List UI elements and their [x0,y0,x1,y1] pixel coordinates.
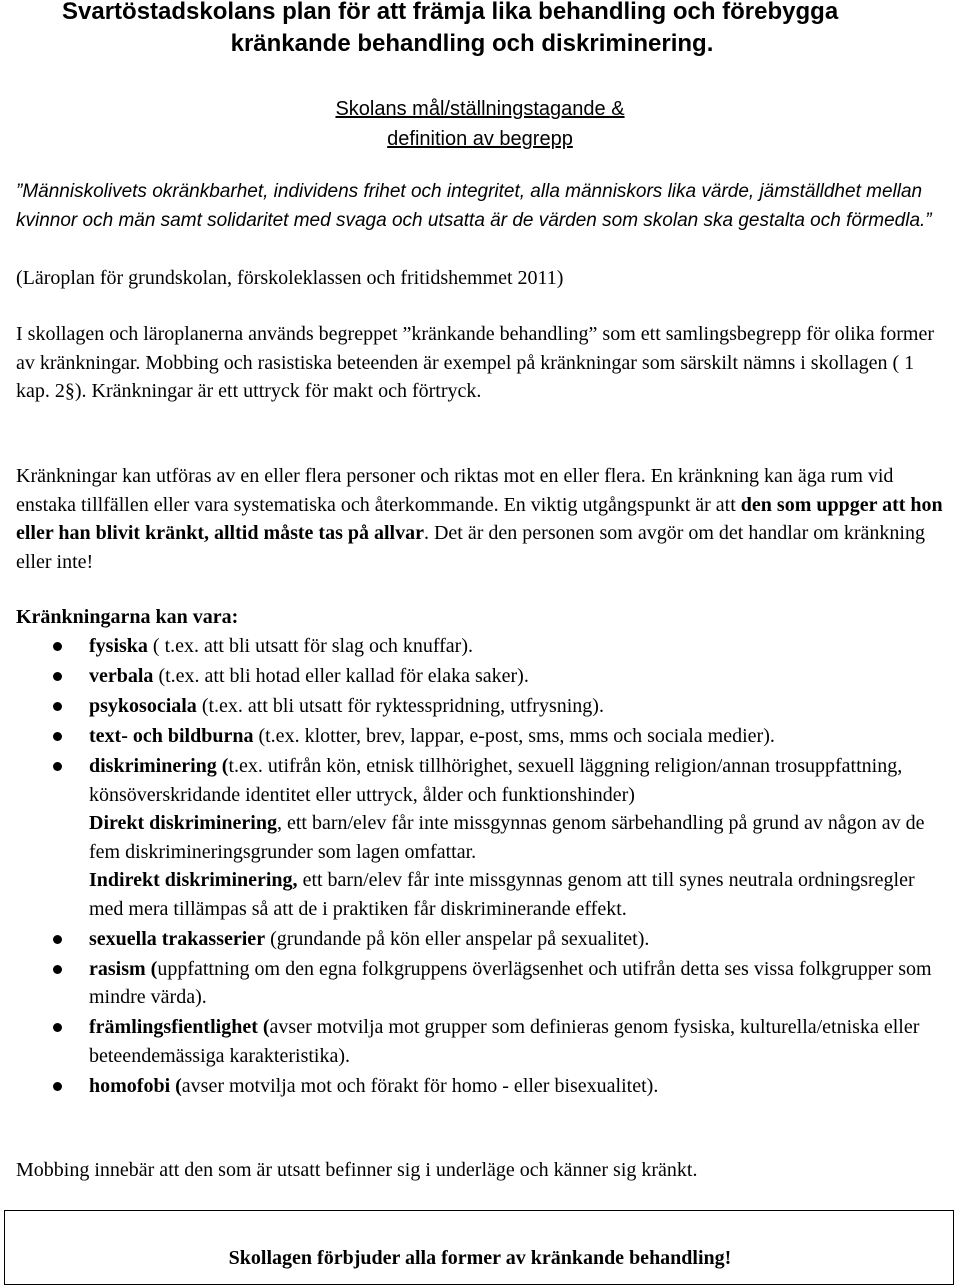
title-line-1: Svartöstadskolans plan för att främja lika behandling och förebygga [62,0,839,25]
title-line-2: kränkande behandling och diskriminering. [230,30,714,57]
list-heading: Kränkningarna kan vara: [16,606,239,628]
bullet-icon [53,702,62,711]
item-term: psykosociala [89,695,197,717]
item-term: text- och bildburna [89,725,254,747]
bullet-icon [53,672,62,681]
bullet-icon [53,965,62,974]
law-notice-text: Skollagen förbjuder alla former av kränkande behandling! [228,1247,732,1269]
list-item [0,1013,945,1070]
item-term: homofobi ( [89,1074,182,1097]
curriculum-quote: ”Människolivets okränkbarhet, individens frihet och integritet, alla människors lika värde, jämställdhet mellan kvinnor och män samt solidaritet med svaga och utsatta är de värden som skolan ska gestalta och förmedla.” [16,181,932,231]
paragraph-bold-statement: den som uppger att hon eller han blivit kränkt, alltid måste tas på allvar [16,493,943,544]
item-term: diskriminering ( [89,755,229,777]
item-text: , ett barn/elev får inte missgynnas genom särbehandling på grund av någon av de fem diskrimineringsgrunder som lagen omfattar. [89,812,925,863]
item-term: verbala [89,665,154,687]
item-text: t.ex. utifrån kön, etnisk tillhörighet, sexuell läggning religion/annan trosuppfattning, könsöverskridande identitet eller uttryck, ålder och funktionshinder) [89,755,903,806]
item-text: ett barn/elev får inte missgynnas genom att till synes neutrala ordningsregler med mera tillämpas så att de i praktiken får diskriminerande effekt. [89,869,915,920]
list-item [0,722,945,751]
item-text: uppfattning om den egna folkgruppens överlägsenhet och utifrån detta ses vissa folkgrupper som mindre värda). [89,957,932,1008]
paragraph-text: . Det är den personen som avgör om det handlar om kränkning eller inte! [16,522,925,573]
violation-list [0,632,945,1102]
paragraph-text: Kränkningar kan utföras av en eller flera personer och riktas mot en eller flera. En kränkning kan äga rum vid enstaka tillfällen eller vara systematiska och återkommande. En viktig utgångspunkt är att [16,465,894,516]
item-text: avser motvilja mot och förakt för homo - eller bisexualitet). [181,1074,659,1097]
bullet-icon [53,732,62,741]
list-item [0,1072,945,1101]
bullying-definition: Mobbing innebär att den som är utsatt befinner sig i underläge och känner sig kränkt. [16,1159,698,1181]
section-heading-line-2: definition av begrepp [387,128,573,150]
item-term: Indirekt diskriminering, [89,869,298,891]
item-text: (t.ex. att bli utsatt för ryktesspridning, utfrysning). [196,695,604,717]
item-text: (grundande på kön eller anspelar på sexualitet). [265,927,650,950]
list-item [0,925,945,954]
paragraph-definition: I skollagen och läroplanerna används begreppet ”kränkande behandling” som ett samlingsbegrepp för olika former av kränkningar. Mobbing och rasistiska beteenden är exempel på kränkningar som särskilt nämns i skollagen ( 1 kap. 2§). Kränkningar är ett uttryck för makt och förtryck. [16,323,935,402]
item-text: (t.ex. att bli hotad eller kallad för elaka saker). [153,665,529,687]
list-item [0,955,945,1012]
direct-discrimination [89,809,945,866]
item-term: rasism ( [89,957,158,980]
section-heading [0,94,960,154]
bullet-icon [53,642,62,651]
indirect-discrimination [89,866,945,923]
item-term: fysiska [89,635,148,657]
item-term: sexuella trakasserier [89,927,266,950]
list-item [0,632,945,661]
item-text: ( t.ex. att bli utsatt för slag och knuffar). [147,635,474,657]
item-text: avser motvilja mot grupper som definieras genom fysiska, kulturella/etniska eller beteendemässiga karakteristika). [89,1016,920,1067]
bullet-icon [53,762,62,771]
quote-reference: (Läroplan för grundskolan, förskoleklassen och fritidshemmet 2011) [16,267,564,289]
item-text: (t.ex. klotter, brev, lappar, e-post, sms, mms och sociala medier). [253,725,775,747]
item-term: Direkt diskriminering [89,812,277,834]
bullet-icon [53,1082,62,1091]
bullet-icon [53,1023,62,1032]
list-item [0,662,945,691]
list-item [0,692,945,721]
item-term: främlingsfientlighet ( [89,1016,270,1038]
paragraph-seriousness [16,462,946,576]
document-title [62,0,942,60]
bullet-icon [53,935,62,944]
section-heading-line-1: Skolans mål/ställningstagande & [335,98,625,120]
list-item [0,752,945,923]
